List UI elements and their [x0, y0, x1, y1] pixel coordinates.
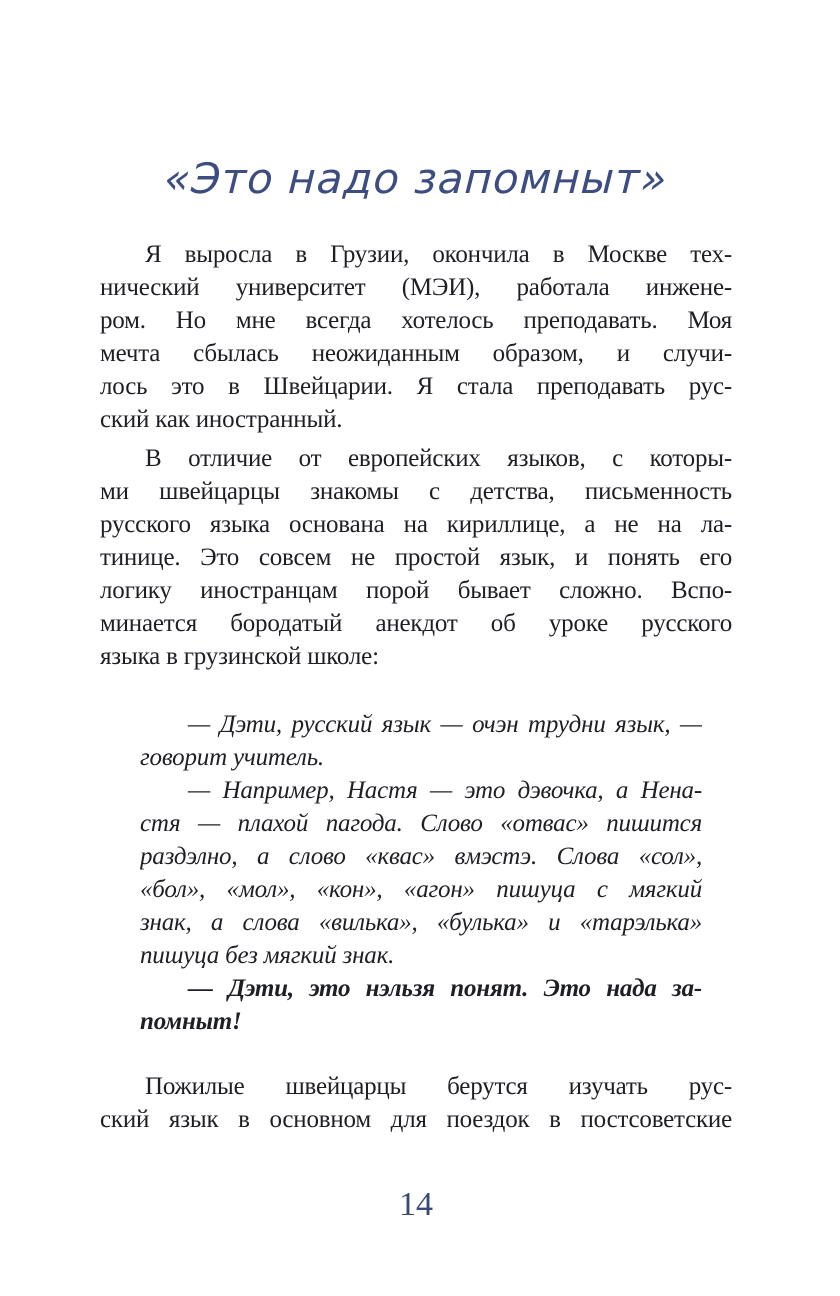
text-line: ский как иностранный. [100, 406, 343, 433]
text-line: ром. Но мне всегда хотелось преподавать. Моя [100, 307, 732, 334]
page-number: 14 [399, 1186, 433, 1223]
text-line: В отличие от европейских языков, с которы- [145, 445, 732, 472]
text-line: нический университет (МЭИ), работала инжене- [100, 274, 732, 301]
text-line: языка в грузинской школе: [100, 643, 379, 670]
text-line: минается бородатый анекдот об уроке русского [100, 610, 732, 637]
text-blocks [100, 238, 732, 1136]
text-line: Пожилые швейцарцы берутся изучать рус- [145, 1073, 732, 1100]
body-paragraph [100, 442, 732, 673]
body-paragraph [100, 1070, 732, 1136]
text-line: логику иностранцам порой бывает сложно. Вспо- [100, 577, 732, 604]
text-line: мечта сбылась неожиданным образом, и случи- [100, 340, 732, 367]
text-line: Я выросла в Грузии, окончила в Москве тех- [145, 241, 732, 268]
text-line: — Например, Настя — это дэвочка, а Нена- [188, 777, 702, 804]
text-line: знак, а слова «вилька», «булька» и «тарэлька» [140, 909, 702, 936]
text-line: раздэлно, а слово «квас» вмэстэ. Слова «сол», [140, 843, 702, 870]
anecdote-paragraph [140, 708, 702, 774]
body-paragraph [100, 238, 732, 436]
anecdote-punchline [140, 972, 702, 1038]
text-line: ми швейцарцы знакомы с детства, письменность [100, 478, 732, 505]
text-line: ский язык в основном для поездок в постсоветские [100, 1106, 732, 1133]
chapter-title: «Это надо запомныт» [163, 154, 669, 203]
text-line: стя — плахой пагода. Слово «отвас» пишится [140, 810, 702, 837]
text-line: «бол», «мол», «кон», «агон» пишуца с мягкий [140, 876, 702, 903]
text-line: лось это в Швейцарии. Я стала преподавать рус- [100, 373, 732, 400]
text-line: русского языка основана на кириллице, а не на ла- [100, 511, 732, 538]
text-line: тинице. Это совсем не простой язык, и понять его [100, 544, 732, 571]
text-line: пишуца без мягкий знак. [140, 942, 395, 969]
text-line: — Дэти, это нэльзя понят. Это нада за- [188, 975, 702, 1002]
text-line: помныт! [140, 1008, 242, 1035]
text-line: говорит учитель. [140, 744, 324, 771]
anecdote-paragraph [140, 774, 702, 972]
text-line: — Дэти, русский язык — очэн трудни язык, — [188, 711, 702, 738]
